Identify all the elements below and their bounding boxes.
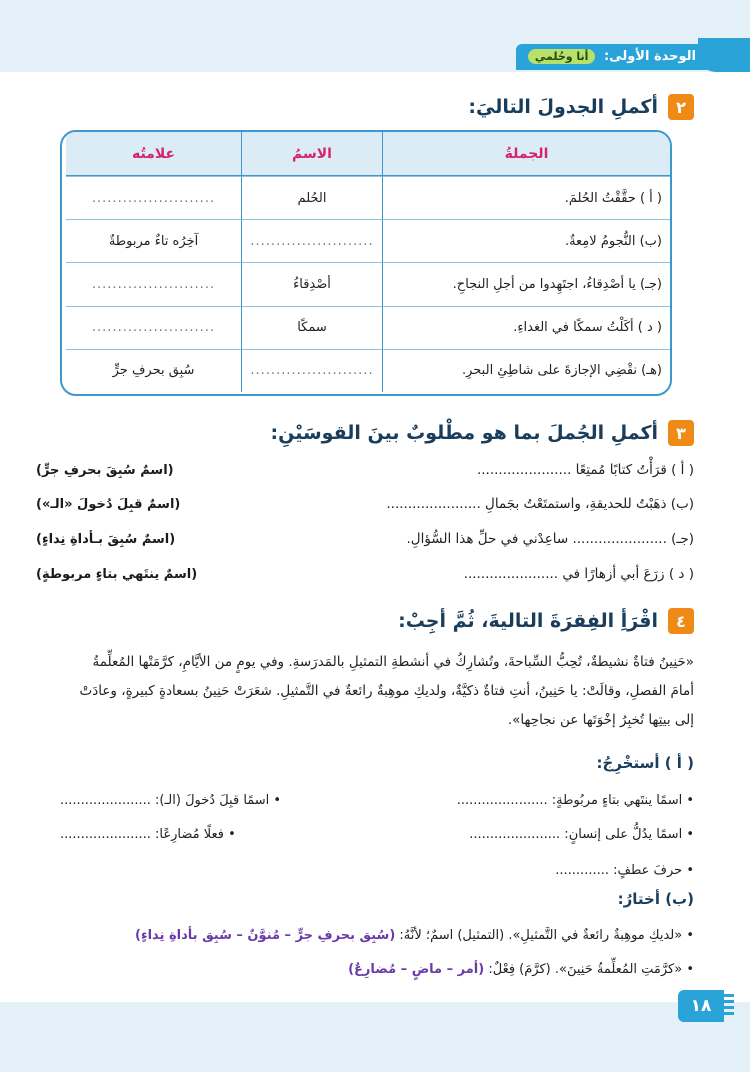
table-cell-sentence: (جـ) يا أصْدِقاءُ، اجتَهِدوا من أجلِ النجاحِ. — [382, 262, 670, 305]
part-a-item[interactable]: • حرفَ عطفٍ: ............. — [555, 862, 694, 878]
q2-number-badge: ٢ — [668, 94, 694, 120]
q2-heading — [468, 92, 694, 122]
table-cell-noun[interactable]: ........................ — [241, 349, 382, 392]
unit-subtitle: أنا وحُلمي — [528, 49, 596, 64]
part-a-row — [60, 858, 694, 882]
part-a-item[interactable]: • اسمًا يدُلُّ على إنسانٍ: ...................... — [469, 826, 694, 842]
table-cell-sentence: ( د ) أكَلْتُ سمكًا في الغداءِ. — [382, 306, 670, 349]
q3-item-hint: (اسمٌ ينتَهي بتاءٍ مربوطةٍ) — [36, 566, 198, 582]
part-b-choices[interactable]: (أمر – ماضٍ – مُضارِعٌ) — [348, 962, 485, 977]
table-cell-sign[interactable]: ........................ — [66, 306, 241, 349]
table-cell-sentence: (هـ) نقْضِي الإجازةَ على شاطِئِ البحرِ. — [382, 349, 670, 392]
table-cell-sign: سُبِق بحرفِ جرٍّ — [66, 349, 241, 392]
paragraph-line: أمامَ الفصلِ، وقالَتْ: يا حَنِينُ، أنتِ فتاةٌ ذكيَّةٌ، ولديكِ موهِبةٌ رائعةٌ في التَّمثيلِ. شعَرَتْ حَنِينُ بسعادةٍ كبيرةٍ، وعادَتْ — [79, 683, 694, 699]
part-a-row — [60, 822, 694, 846]
part-b-question-text: • «لديكِ موهِبةٌ رائعةٌ في التَّمثيلِ». (التمثيل) اسمٌ؛ لأنَّهُ: — [399, 928, 694, 943]
q3-item-text[interactable]: (جـ) ...................... ساعِدْني في حلِّ هذا السُّؤالِ. — [406, 531, 694, 547]
table-cell-sign[interactable]: ........................ — [66, 176, 241, 219]
page-number-stripes — [724, 994, 734, 1018]
q3-item-text[interactable]: ( د ) زرَعَ أبي أزهارًا في ...................... — [463, 566, 694, 582]
part-a-row — [60, 788, 694, 812]
q3-item — [36, 527, 694, 551]
q4-paragraph — [30, 648, 694, 735]
q3-item-text[interactable]: ( أ ) قرَأْتُ كتابًا مُمتِعًا ...................... — [476, 462, 694, 478]
page-number: ١٨ — [678, 990, 724, 1022]
part-a-item[interactable]: • اسمًا ينتَهي بتاءٍ مربُوطةٍ: ...................... — [456, 792, 694, 808]
q4-number-badge: ٤ — [668, 608, 694, 634]
q4-title: اقْرَأِ الفِقرَةَ التاليةَ، ثُمَّ أجِبْ: — [398, 610, 658, 632]
q3-item-hint: (اسمٌ سُبِقَ بـأداةِ نِداءٍ) — [36, 531, 176, 547]
q3-title: أكملِ الجُملَ بما هو مطْلوبٌ بينَ القوسَيْنِ: — [270, 422, 658, 444]
table-cell-noun: سمكًا — [241, 306, 382, 349]
paragraph-line: «حَنِينُ فتاةٌ نشيطةٌ، تُحِبُّ السِّباحةَ، وتُشارِكُ في أنشطةِ التمثيلِ بالمَدرَسةِ. وفي يومٍ من الأيَّامِ، كرَّمَتْها المُعلِّمةُ — [92, 654, 694, 670]
paragraph-line: إلى بيتِها تُخبِرُ إخْوَتَها عن نجاحِها». — [507, 712, 694, 728]
unit-label: الوحدة الأولى: — [603, 49, 696, 64]
table-header-sign: علامتُه — [66, 132, 241, 176]
q3-item — [36, 562, 694, 586]
q3-item — [36, 458, 694, 482]
table-cell-noun: أصْدِقاءُ — [241, 262, 382, 305]
q3-number-badge: ٣ — [668, 420, 694, 446]
part-a-item[interactable]: • فعلًا مُضارِعًا: ...................... — [60, 826, 236, 842]
q4-part-b-label: (ب) أختارُ: — [617, 890, 694, 908]
table-cell-sentence: (ب) النُّجومُ لامِعةٌ. — [382, 219, 670, 262]
q3-item-hint: (اسمٌ سُبِقَ بحرفِ جرٍّ) — [36, 462, 174, 478]
table-cell-sign: آخِرُه تاءٌ مربوطةٌ — [66, 219, 241, 262]
table-cell-sentence: ( أ ) حقَّقْتُ الحُلمَ. — [382, 176, 670, 219]
q3-item-hint: (اسمٌ قبِلَ دُخولَ «الـ») — [36, 496, 181, 512]
q2-title: أكملِ الجدولَ التاليَ: — [468, 96, 658, 118]
table-header-sentence: الجملةُ — [382, 132, 670, 176]
q3-heading — [271, 418, 694, 448]
table-cell-noun[interactable]: الحُلم — [241, 176, 382, 219]
q2-table — [60, 130, 672, 396]
q3-item — [36, 492, 694, 516]
table-cell-noun[interactable]: ........................ — [241, 219, 382, 262]
part-b-choices[interactable]: (سُبِق بحرفِ جرٍّ – مُنوَّنٌ – سُبِق بأداةِ نِداءٍ) — [135, 928, 396, 943]
part-a-item[interactable]: • اسمًا قبِلَ دُخولَ (الـ): ...................... — [60, 792, 282, 808]
part-b-question-text: • «كرَّمَتِ المُعلِّمةُ حَنِينَ». (كرَّمَ) فِعْلٌ: — [488, 962, 694, 977]
part-b-question — [348, 962, 694, 977]
part-b-question — [135, 928, 694, 943]
unit-title — [516, 44, 708, 70]
q4-part-a-label: ( أ ) أستخْرِجُ: — [596, 754, 694, 772]
footer-band — [0, 1002, 750, 1072]
q3-item-text[interactable]: (ب) ذهَبْتُ للحديقةِ، واستمتَعْتُ بجَمالِ ...................... — [386, 496, 694, 512]
q4-heading — [398, 606, 694, 636]
table-header-noun: الاسمُ — [241, 132, 382, 176]
table-cell-sign[interactable]: ........................ — [66, 262, 241, 305]
